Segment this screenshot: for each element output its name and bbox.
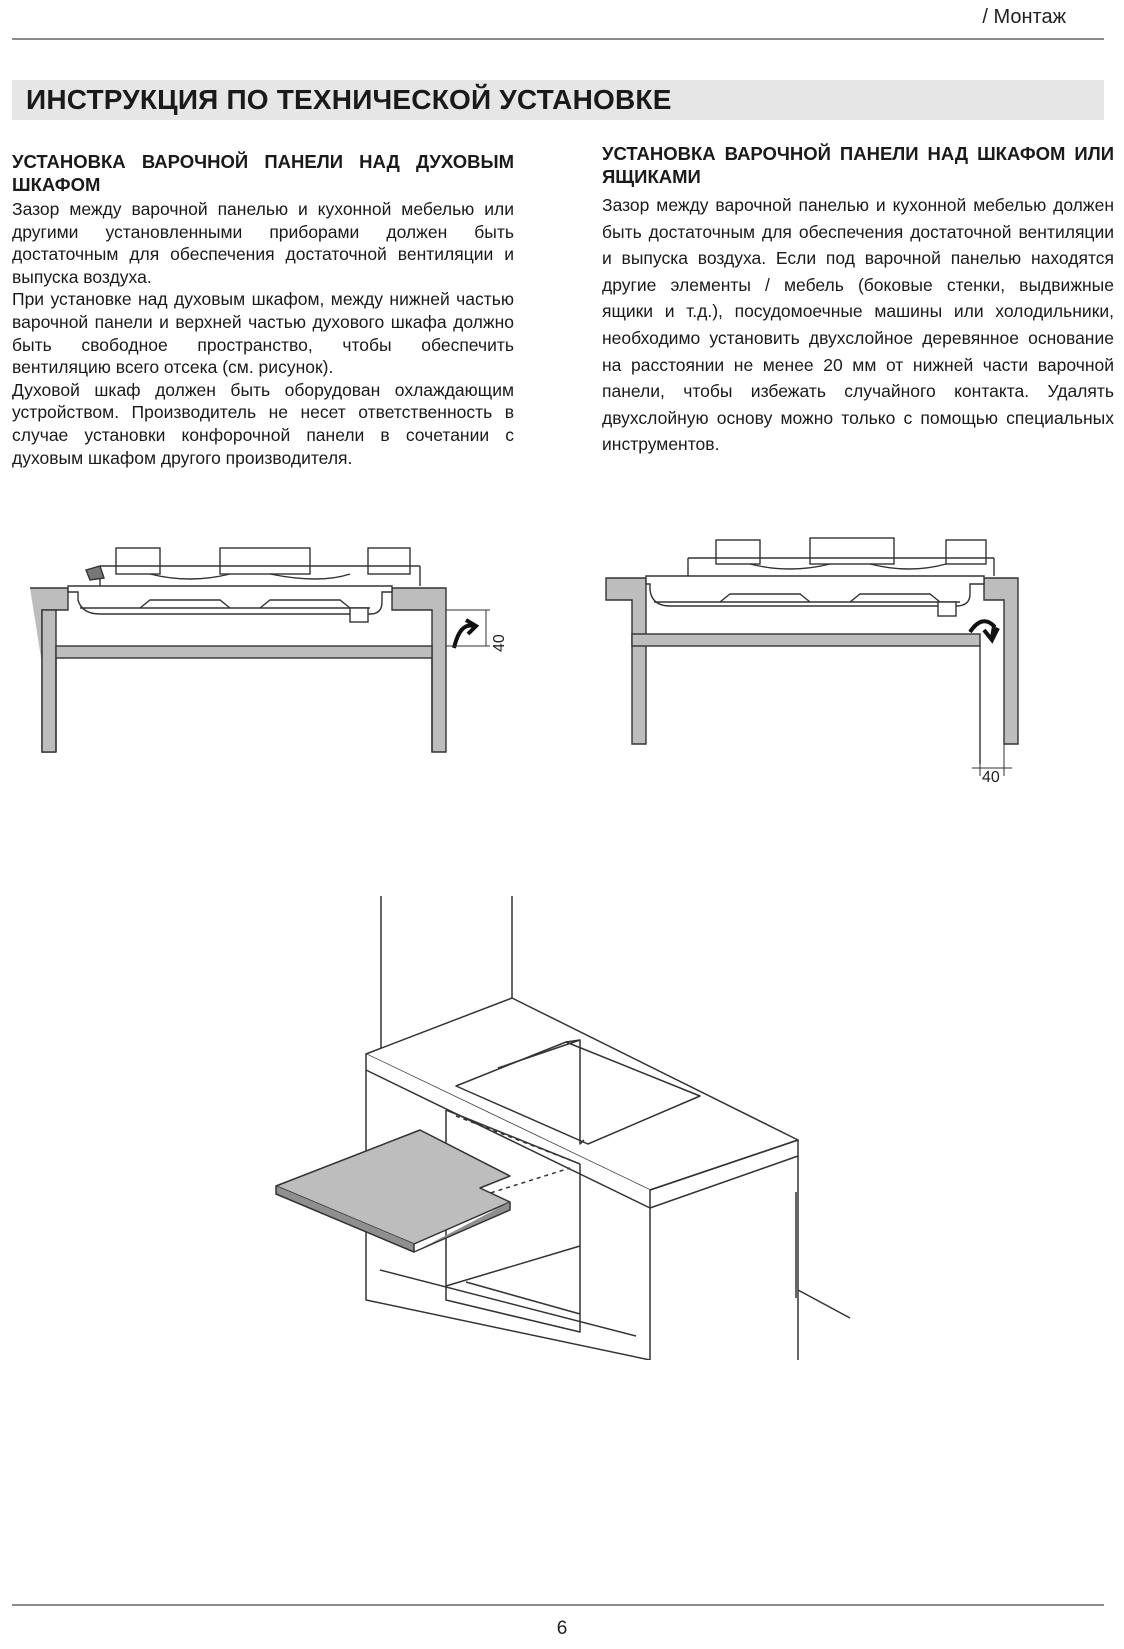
right-section [602, 142, 1114, 458]
header-rule [12, 38, 1104, 40]
left-paragraph-1: Зазор между варочной панелью и кухонной мебелью или другими установленными приборами должен быть достаточным для обеспечения достаточной вентиляции и выпуска воздуха. [12, 199, 514, 287]
left-dimension-label: 40 [491, 634, 508, 652]
left-paragraph-2: При установке над духовым шкафом, между нижней частью варочной панели и верхней частью духового шкафа должно быть свободное пространство, чтобы обеспечить вентиляцию всего отсека (см. рисунок). [12, 289, 514, 378]
page-number: 6 [556, 1618, 568, 1639]
title-band [12, 80, 1104, 120]
right-paragraph: Зазор между варочной панелью и кухонной мебелью должен быть достаточным для обеспечения достаточной вентиляции и выпуска воздуха. Если под варочной панелью находятся другие элементы / мебель (боковые стенки, выдвижные ящики и т.д.), посудомоечные машины или холодильники, необходимо установить двухслойное деревянное основание на расстоянии не менее 20 мм от нижней части варочной панели, чтобы избежать случайного контакта. Удалять двухслойную основу можно только с помощью специальных инструментов. [602, 195, 1114, 455]
figure-hob-over-oven [20, 530, 520, 770]
page-title: ИНСТРУКЦИЯ ПО ТЕХНИЧЕСКОЙ УСТАНОВКЕ [26, 84, 672, 115]
left-section-heading: УСТАНОВКА ВАРОЧНОЙ ПАНЕЛИ НАД ДУХОВЫМ ШКАФОМ [12, 151, 514, 195]
right-section-heading: УСТАНОВКА ВАРОЧНОЙ ПАНЕЛИ НАД ШКАФОМ ИЛИ ЯЩИКАМИ [602, 143, 1114, 187]
footer-rule [12, 1604, 1104, 1606]
figure-isometric-cabinet [270, 890, 870, 1360]
left-section [12, 150, 514, 469]
figure-hob-over-cabinet [600, 530, 1040, 800]
section-label: / Монтаж [982, 6, 1066, 28]
right-dimension-label: 40 [982, 769, 1000, 786]
left-paragraph-3: Духовой шкаф должен быть оборудован охлаждающим устройством. Производитель не несет ответственность в случае установки конфорочной панели в сочетании с духовым шкафом другого производителя. [12, 379, 514, 468]
